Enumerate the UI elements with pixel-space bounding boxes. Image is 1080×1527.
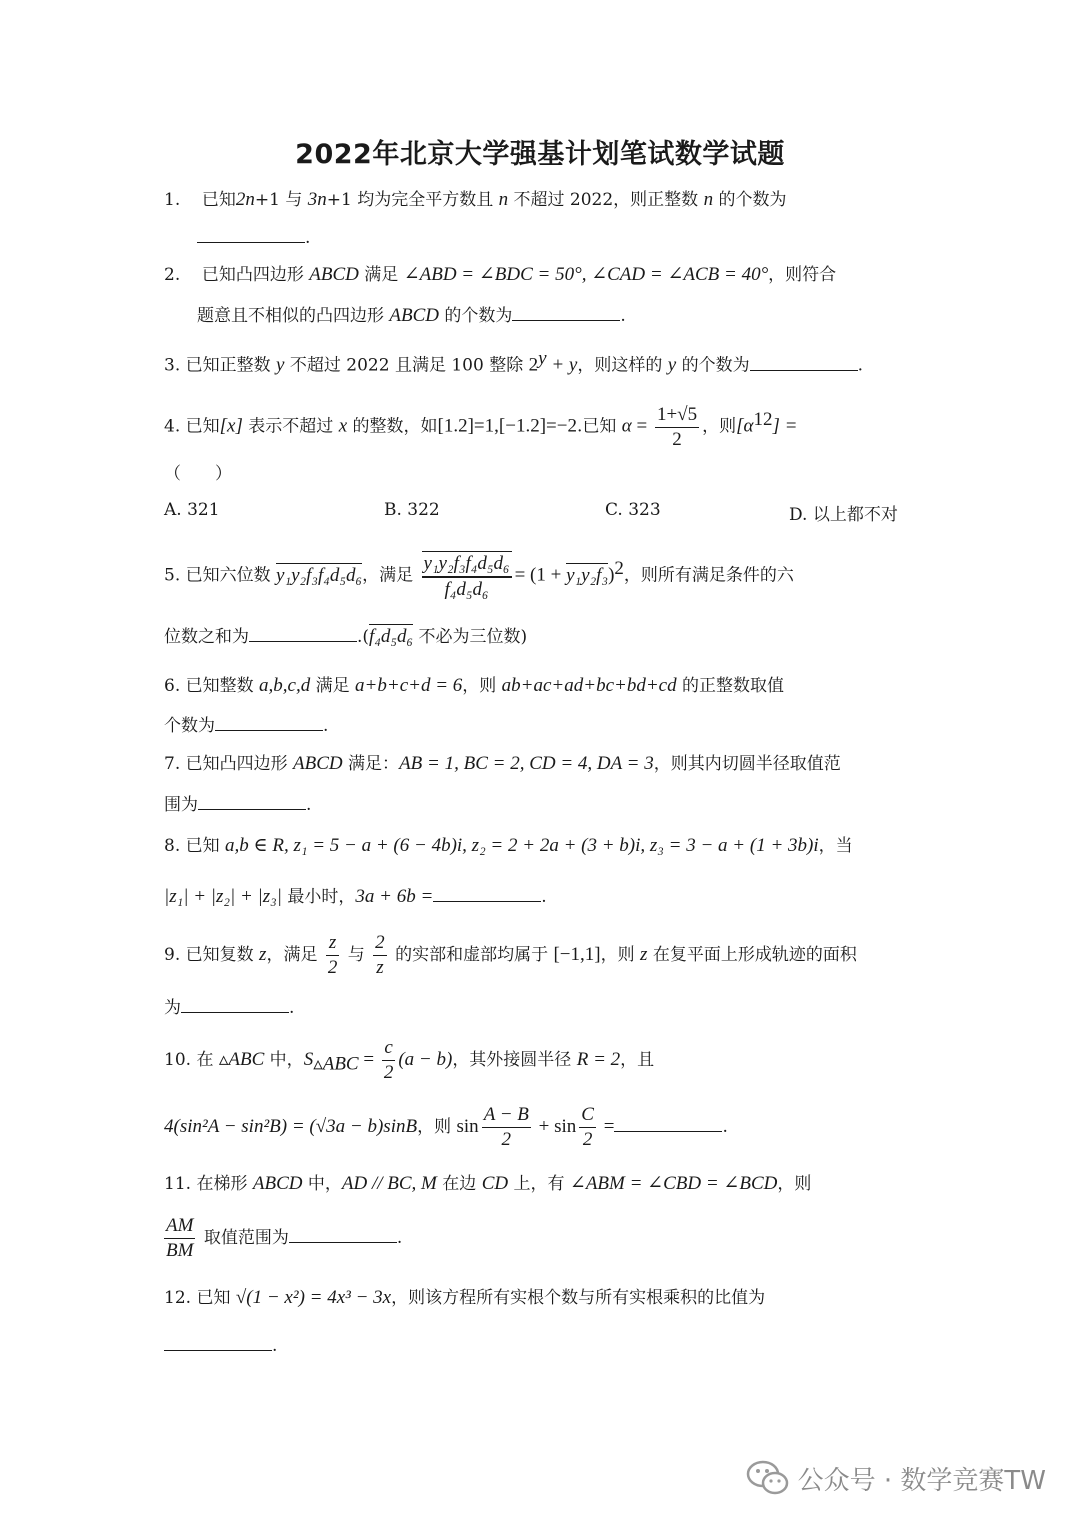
denominator: 2 <box>672 428 682 450</box>
fraction <box>382 1036 396 1085</box>
question-number: 6. <box>164 676 181 696</box>
math: CD <box>481 1173 509 1194</box>
text: . <box>541 887 547 907</box>
math: ) <box>608 564 615 586</box>
question-number: 11. <box>164 1174 192 1194</box>
text: 满足 <box>310 676 356 696</box>
math: AB = 1, BC = 2, CD = 4, DA = 3 <box>399 753 654 774</box>
answer-blank[interactable] <box>512 304 620 321</box>
denominator: 2 <box>327 957 338 978</box>
text: 与 <box>342 945 371 965</box>
text: 的整数，如 <box>347 416 438 437</box>
math: = <box>358 1049 379 1070</box>
math: 4(sin²A − sin²B) = (√3a − b)sinB <box>164 1116 418 1137</box>
math: = <box>598 1116 615 1137</box>
answer-blank[interactable] <box>164 1334 272 1351</box>
question-number: 9. <box>164 945 181 965</box>
question-12 <box>164 1285 765 1311</box>
text: 取值范围为 <box>198 1228 289 1248</box>
math: (a − b) <box>398 1049 453 1070</box>
question-11-line-2 <box>164 1212 402 1264</box>
text: 已知整数 <box>185 676 260 696</box>
text: 中， <box>264 1050 304 1070</box>
option-b[interactable]: B. 322 <box>384 500 440 520</box>
text: +1 与 <box>254 190 308 210</box>
text: 在边 <box>436 1174 482 1194</box>
math: 2 <box>528 354 539 376</box>
math: a,b ∈ R, z₁ = 5 − a + (6 − 4b)i, z₂ = 2 + 2a + (3 + b)i, z₃ = 3 − a + (1 + 3b)i <box>225 835 819 856</box>
math: ABCD <box>293 753 343 774</box>
answer-blank[interactable] <box>750 354 858 371</box>
text: ，则符合 <box>768 265 837 285</box>
option-d[interactable]: D. 以上都不对 <box>789 505 898 525</box>
math-overline: f₄d₅d₆ <box>369 626 414 647</box>
math: 2 <box>614 558 624 579</box>
math: 3a + 6b = <box>355 886 434 907</box>
math: 2n <box>235 189 255 210</box>
math: ab+ac+ad+bc+bd+cd <box>501 675 677 696</box>
math: ∠ABD = ∠BDC = 50°, ∠CAD = ∠ACB = 40° <box>403 264 769 285</box>
text: 在梯形 <box>196 1174 253 1194</box>
text: .已知 <box>576 416 622 437</box>
math-overline: y₁y₂f₃ <box>566 564 609 586</box>
text: 已知 <box>185 836 226 856</box>
math: n <box>703 189 714 210</box>
math: ABCD <box>309 264 359 285</box>
answer-blank[interactable] <box>197 226 305 243</box>
text: 围为 <box>164 795 198 815</box>
text: ，则该方程所有实根个数与所有实根乘积的比值为 <box>391 1288 766 1308</box>
numerator: A − B <box>482 1103 531 1128</box>
math: + sin <box>533 1116 577 1137</box>
text: 的实部和虚部均属于 <box>389 945 554 965</box>
numerator: y₁y₂f₃f₄d₅d₆ <box>422 551 512 577</box>
question-10 <box>164 1033 654 1091</box>
math: y <box>538 348 547 369</box>
text: 已知凸四边形 <box>185 754 294 774</box>
text: . <box>396 1228 403 1248</box>
question-number: 3. <box>164 355 181 376</box>
question-number: 2. <box>164 265 181 285</box>
text: 满足： <box>342 754 400 774</box>
text: ，且 <box>620 1050 655 1070</box>
text: 不必为三位数) <box>413 627 528 647</box>
text: ，则 <box>777 1174 812 1194</box>
question-number: 10. <box>164 1050 192 1070</box>
wechat-icon <box>746 1458 790 1498</box>
numerator: c <box>382 1036 396 1061</box>
answer-blank[interactable] <box>181 996 289 1013</box>
numerator: AM <box>164 1214 195 1239</box>
question-7-line-2 <box>164 792 311 818</box>
math: ∠ABM = ∠CBD = ∠BCD <box>569 1173 778 1194</box>
answer-blank[interactable] <box>289 1226 397 1243</box>
answer-blank[interactable] <box>215 714 323 731</box>
text: ，则其内切圆半径取值范 <box>653 754 841 774</box>
denominator: f₄d₅d₆ <box>422 577 512 602</box>
question-number: 7. <box>164 754 181 774</box>
question-number: 4. <box>164 416 181 437</box>
denominator: 2 <box>501 1129 512 1150</box>
text: . <box>323 716 329 736</box>
math: ] = <box>772 415 798 437</box>
text: . <box>620 306 626 326</box>
text: ，则 <box>702 416 737 437</box>
text: 位数之和为 <box>164 627 249 647</box>
answer-blank[interactable] <box>198 793 306 810</box>
fraction <box>579 1103 596 1152</box>
question-12-answer-line <box>164 1333 277 1359</box>
fraction <box>422 551 512 602</box>
question-6-line-2 <box>164 713 328 739</box>
math: S <box>303 1049 314 1070</box>
math: 12 <box>753 409 773 430</box>
text: ，则所有满足条件的六 <box>623 565 794 586</box>
question-1 <box>164 187 787 213</box>
text: 的个数为 <box>676 355 750 376</box>
denominator: z <box>376 957 384 978</box>
math: z <box>259 944 267 965</box>
math: √(1 − x²) = 4x³ − 3x <box>235 1287 392 1308</box>
question-6 <box>164 673 784 699</box>
text: 不超过 2022，则正整数 <box>508 190 704 210</box>
text: 在 <box>196 1050 219 1070</box>
text: 的个数为 <box>713 190 787 210</box>
fraction <box>164 1214 195 1263</box>
text: 在复平面上形成轨迹的面积 <box>647 945 857 965</box>
text: ，其外接圆半径 <box>452 1050 577 1070</box>
question-5-line-2 <box>164 624 527 650</box>
text: . <box>305 228 311 248</box>
text: 个数为 <box>164 716 215 736</box>
numerator: z <box>326 931 340 956</box>
question-8 <box>164 833 853 859</box>
question-8-line-2 <box>164 884 547 910</box>
option-c[interactable]: C. 323 <box>605 500 661 520</box>
text: ，则 <box>462 676 502 696</box>
question-2-line-2 <box>197 303 626 329</box>
math: a,b,c,d <box>259 675 311 696</box>
math: |z₁| + |z₂| + |z₃| <box>164 886 282 907</box>
text: ，则这样的 <box>577 355 668 376</box>
math: ▵ABC <box>313 1053 359 1075</box>
question-4-paren <box>164 461 232 487</box>
text: . <box>722 1117 728 1137</box>
math: ABCD <box>389 305 440 326</box>
math: [1.2]=1,[−1.2]=−2 <box>437 415 577 437</box>
question-4: 4. 已知[x] 表示不超过 x 的整数，如[1.2]=1,[−1.2]=−2.已知 α = $\frac{1+√5}{2}$ ，则$[\alpha^{12}]$ = <box>164 403 798 450</box>
numerator: C <box>579 1103 596 1128</box>
fraction <box>482 1103 531 1152</box>
watermark <box>746 1458 1046 1498</box>
text: 的正整数取值 <box>676 676 784 696</box>
text: +1 均为完全平方数且 <box>326 190 499 210</box>
math: 3n <box>307 189 327 210</box>
text: . <box>306 795 312 815</box>
denominator: 2 <box>383 1062 394 1083</box>
question-number: 8. <box>164 836 181 856</box>
question-number: 1. <box>164 190 181 210</box>
text: 满足 <box>358 265 404 285</box>
math: sin <box>456 1116 479 1137</box>
fraction <box>373 931 387 980</box>
text: 已知正整数 <box>185 355 277 376</box>
text: ，满足 <box>362 565 419 586</box>
question-3 <box>164 346 863 379</box>
text: 已知六位数 <box>185 565 277 586</box>
question-5 <box>164 540 794 605</box>
math: [−1,1] <box>553 944 601 965</box>
text: 已知 <box>201 190 236 210</box>
question-9-line-2 <box>164 995 294 1021</box>
question-1-answer-line <box>197 225 310 251</box>
math: = (1 + <box>514 564 567 586</box>
question-number: 12. <box>164 1288 192 1308</box>
text: ，则 <box>600 945 641 965</box>
question-2 <box>164 262 836 288</box>
watermark-text: 公众号 · 数学竞赛TW <box>797 1465 1046 1496</box>
question-10-line-2 <box>164 1100 728 1154</box>
question-9 <box>164 928 857 982</box>
text: ，当 <box>818 836 853 856</box>
math-overline: y₁y₂f₃f₄d₅d₆ <box>276 564 363 586</box>
answer-blank[interactable] <box>433 885 541 902</box>
answer-paren[interactable]: （ ） <box>164 464 232 484</box>
fraction <box>326 931 340 980</box>
denominator: 2 <box>582 1129 593 1150</box>
option-a[interactable]: A. 321 <box>164 500 220 520</box>
math: + y <box>546 354 578 376</box>
math: α <box>621 415 632 437</box>
answer-blank[interactable] <box>614 1115 722 1132</box>
page-title: 2022年北京大学强基计划笔试数学试题 <box>295 139 785 170</box>
math: [x] <box>219 415 243 437</box>
numerator: 2 <box>373 931 387 956</box>
math: y <box>667 354 677 376</box>
math: a+b+c+d = 6 <box>355 675 463 696</box>
fraction <box>655 403 699 452</box>
text: . <box>272 1336 278 1356</box>
text: . <box>857 355 863 376</box>
math: ▵ABC <box>218 1049 265 1070</box>
text: 已知凸四边形 <box>201 265 310 285</box>
question-11 <box>164 1171 811 1197</box>
math: [α <box>736 415 754 437</box>
text: ，则 <box>417 1117 457 1137</box>
text: 中， <box>302 1174 342 1194</box>
math: AD // BC, M <box>341 1173 437 1194</box>
text: 为 <box>164 998 181 1018</box>
answer-blank[interactable] <box>249 625 357 642</box>
text: .( <box>357 627 370 647</box>
text: 的个数为 <box>439 306 513 326</box>
text: . <box>289 998 295 1018</box>
math: n <box>498 189 509 210</box>
math: z <box>640 944 648 965</box>
text: ，满足 <box>266 945 323 965</box>
math: ABCD <box>252 1173 303 1194</box>
math: y <box>276 354 285 376</box>
text: 已知 <box>196 1288 236 1308</box>
text: 上，有 <box>508 1174 570 1194</box>
text: 表示不超过 <box>242 416 339 437</box>
text: 已知复数 <box>185 945 260 965</box>
numerator: 1+√5 <box>655 403 699 428</box>
text: 已知 <box>185 416 220 437</box>
denominator: BM <box>166 1240 194 1261</box>
text: 题意且不相似的凸四边形 <box>197 306 390 326</box>
question-number: 5. <box>164 565 181 586</box>
text: 不超过 2022 且满足 100 整除 <box>284 355 529 376</box>
math: x <box>338 415 348 437</box>
math: R = 2 <box>576 1049 621 1070</box>
text: 最小时， <box>281 887 356 907</box>
question-7 <box>164 751 841 777</box>
